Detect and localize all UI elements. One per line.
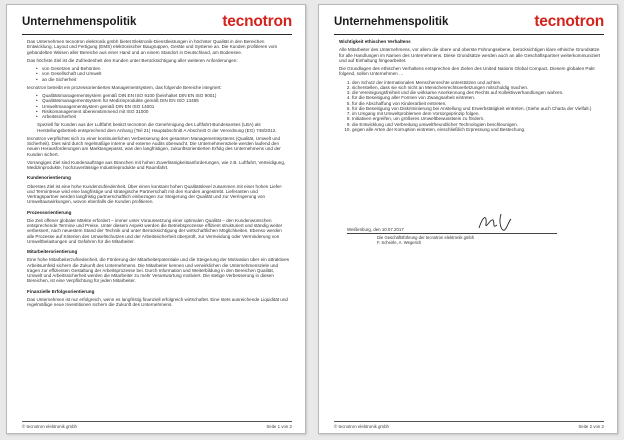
page-number: Seite 2 von 2 bbox=[578, 424, 604, 429]
goal-paragraph: Das höchste Ziel ist die Zufriedenheit des Kunden unter Berücksichtigung aller weiteren Anforderungen: bbox=[27, 57, 238, 63]
section-text: Das Unternehmen ist nur erfolgreich, wenn es langfristig finanziell erfolgreich wirtschaftet. Eine stets ausreichende Liquidität und regelmäßige neue Investitionen sichern die Zukunft des Unternehmens. bbox=[27, 296, 288, 307]
document-title: Unternehmenspolitik bbox=[22, 16, 137, 28]
list-item: • Risikomanagement übereinstimmend mit ISO 31000 bbox=[42, 109, 289, 114]
page-header bbox=[22, 14, 292, 32]
document-title: Unternehmenspolitik bbox=[334, 16, 449, 28]
list-item: 10. gegen alle Arten der Korruption eintreten, einschließlich Erpressung und Bestechung. bbox=[352, 127, 601, 132]
signature-line bbox=[347, 233, 557, 234]
list-item: 5. für die Abschaffung von Kinderarbeit eintreten. bbox=[352, 101, 601, 106]
header-divider bbox=[22, 34, 292, 35]
signature-caption-line: Die Geschäftsführung der tecnotron elektronik gmbh bbox=[377, 235, 475, 240]
page-body bbox=[339, 39, 601, 135]
footer-divider bbox=[334, 421, 604, 422]
principles-list bbox=[339, 80, 601, 133]
page-header bbox=[334, 14, 604, 32]
list-item: • von Gesetzen und Behörden bbox=[42, 66, 289, 71]
priority-paragraph: Vorrangiges Ziel sind Kundenaufträge aus Branchen mit hohen Zuverlässigkeitsanforderungen, wie z.B. Luftfahrt, Verteidigung, Medizinprodukte, hochzuverlässige Industrieprodukte und Raumfahrt. bbox=[27, 159, 286, 170]
intro-paragraph: Das Unternehmen tecnotron elektronik gmbh bietet Elektronik-Dienstleistungen in höchster Qualität in den Bereichen Entwicklung, Layout und Fertigung (EMS) elektronischer Baugruppen, Geräte und Systeme an. Die Kunden profitieren vom gebündelten Wissen aller Bereiche aus einer Hand und an einem Standort in Deutschland, am Bodensee. bbox=[27, 39, 278, 55]
aviation-paragraph: Speziell für Kunden aus der Luftfahrt besitzt tecnotron die Genehmigung des Luftfahrt-Bundesamtes (LBA) als Herstellungsbetrieb entsprechend dem Anhang (Teil 21) Hauptabschnitt A Abschnitt G der Verordnung (EG) 748/2012. bbox=[37, 122, 277, 133]
section-heading: Finanzielle Erfolgsorientierung bbox=[27, 288, 95, 294]
section-heading: Prozessorientierung bbox=[27, 209, 72, 215]
signature-names: F. Scheirle, A. Wegerich bbox=[377, 240, 422, 245]
footer-company: © tecnotron elektronik gmbh bbox=[334, 424, 389, 429]
list-item: 7. im Umgang mit Umweltproblemen dem Vorsorgeprinzip folgen. bbox=[352, 111, 601, 116]
section-heading: Mitarbeiterorientierung bbox=[27, 249, 78, 254]
improvement-paragraph: tecnotron verpflichtet sich zu einer kontinuierlichen Verbesserung des gesamten Managementsystems (Qualität, Umwelt und Sicherheit). Dies wird durch regelmäßige interne und externe Audits überwacht. Die Unternehmensziele werden laufend den neuen Herausforderungen am Marktangepasst, was den langfristigen, zukunftsorientierten Erfolg des Unternehmens und der Kunden sichert. bbox=[27, 135, 281, 157]
list-item: 8. Initiativen ergreifen, um größeres Umweltbewusstsein zu fördern. bbox=[352, 116, 601, 121]
footer-company: © tecnotron elektronik gmbh bbox=[22, 424, 77, 429]
section-text: Eine hohe Mitarbeiterzufriedenheit, die Förderung der Mitarbeiterpotentiale und die Steigerung der Motivation über ein attraktives Arbeitsumfeld sichern die Zukunft des Unternehmens. Die Mitarbeiter kennen und verwirklichen die Unternehmensziele und tragen zur effizienten Gestaltung der Arbeitsprozesse bei. Durch Information und Weiterbildung in den Bereichen Qualität, Umwelt und Arbeitssicherheit werden die Mitarbeiter zu mehr Verantwortung motiviert. Die stetige Verbesserung in diesen Bereichen, ist eine Verpflichtung für jeden Mitarbeiter. bbox=[27, 257, 289, 284]
section-heading: Wichtigkeit ethischen Verhaltens bbox=[339, 39, 411, 44]
document-page-2 bbox=[318, 4, 618, 434]
list-item: 4. für die Beseitigung aller Formen von Zwangsarbeit eintreten. bbox=[352, 95, 601, 100]
company-logo: tecnotron bbox=[534, 13, 604, 30]
list-item: • von Gesellschaft und Umwelt bbox=[42, 71, 289, 76]
page-body bbox=[27, 39, 289, 310]
management-systems-list bbox=[27, 93, 289, 119]
ethics-paragraph: Alle Mitarbeiter des Unternehmens, vor allem die obere und oberste Führungsebene, berücksichtigen klare ethische Grundsätze für alle Handlungen im Namen des Unternehmens. Diese Grundsätze werden auch an alle Geschäftspartner weiterkommuniziert und auf Einhaltung hingearbeitet. bbox=[339, 47, 601, 63]
list-item: • Arbeitssicherheit bbox=[42, 114, 289, 119]
list-item: • Qualitätsmanagementsystem für Medizinprodukte gemäß DIN EN ISO 13485 bbox=[42, 98, 289, 103]
section-heading: Kundenorientierung bbox=[27, 175, 71, 181]
page-number: Seite 1 von 2 bbox=[266, 424, 292, 429]
footer-divider bbox=[22, 421, 292, 422]
list-item: 2. sicherstellen, dass sie sich nicht an Menschenrechtsverletzungen mitschuldig machen. bbox=[352, 85, 601, 90]
header-divider bbox=[334, 34, 604, 35]
list-item: 9. die Entwicklung und Verbreitung umweltfreundlicher Technologien beschleunigen. bbox=[352, 122, 601, 127]
list-item: • Qualitätsmanagementsystem gemäß DIN EN ISO 9100 (beinhaltet DIN EN ISO 9001) bbox=[42, 93, 289, 98]
list-item: 3. die Vereinigungsfreiheit und die wirksame Anerkennung des Rechts auf Kollektivverhandlungen wahren. bbox=[352, 90, 601, 95]
global-compact-intro: Die Grundlagen des ethischen Verhaltens entsprechen den Zielen des United Nations Global Compact. Diesem globalen Pakt folgend, sollen Unternehmen … bbox=[339, 66, 595, 77]
company-logo: tecnotron bbox=[222, 13, 292, 30]
section-text: Die Zeit offener globaler Märkte erfordert – immer unter Voraussetzung einer optimalen Qualität – den Kundenwünschen entsprechende Termine und Preise. Unter diesem Aspekt werden die Betriebsprozesse effizient strukturiert und ständig weiter verbessert, nach neuestem Stand der Technik und unter Berücksichtigung der wirtschaftlichen Möglichkeiten. Ebenso werden alle Prozesse auf Kriterien des Umweltschutzes und der Arbeitssicherheit überprüft, zur Vermeidung oder Verminderung von Umweltbelastungen und Gefahren für die Mitarbeiter. bbox=[27, 217, 283, 244]
document-page-1 bbox=[6, 4, 306, 434]
list-item: 1. den Schutz der internationalen Menschenrechte unterstützen und achten. bbox=[352, 80, 601, 85]
signature-block bbox=[347, 210, 557, 245]
signature-place-date: Weißenburg, den 10.07.2017 bbox=[347, 227, 404, 232]
list-item: • Umweltmanagementsystem gemäß DIN EN ISO 14001 bbox=[42, 104, 289, 109]
section-text: Oberstes Ziel ist eine hohe Kundenzufriedenheit. Über einen konstant hohen Qualitätslevel zusammen mit einer hohen Liefer- und Termintreue wird eine langfristige und strategische Partnerschaft mit den Kunden angestrebt. Lieferanten und Vertragspartner werden langfristig partnerschaftlich einbezogen zur Steigerung der Qualität und zur Verringerung von Umweltauswirkungen, wovon ebenfalls die Kunden profitieren. bbox=[27, 183, 283, 205]
signature-caption bbox=[377, 235, 474, 245]
handwritten-signature bbox=[475, 210, 515, 234]
list-item: 6. für die Beseitigung von Diskriminierung bei Anstellung und Erwerbstätigkeit eintreten. (Siehe auch Charta der Vielfalt.) bbox=[352, 106, 601, 111]
requirements-list bbox=[27, 66, 289, 82]
list-item: • an die Sicherheit bbox=[42, 77, 289, 82]
management-intro: tecnotron betreibt ein prozessorientiertes Managementsystem, das folgende Bereiche integriert: bbox=[27, 84, 222, 90]
